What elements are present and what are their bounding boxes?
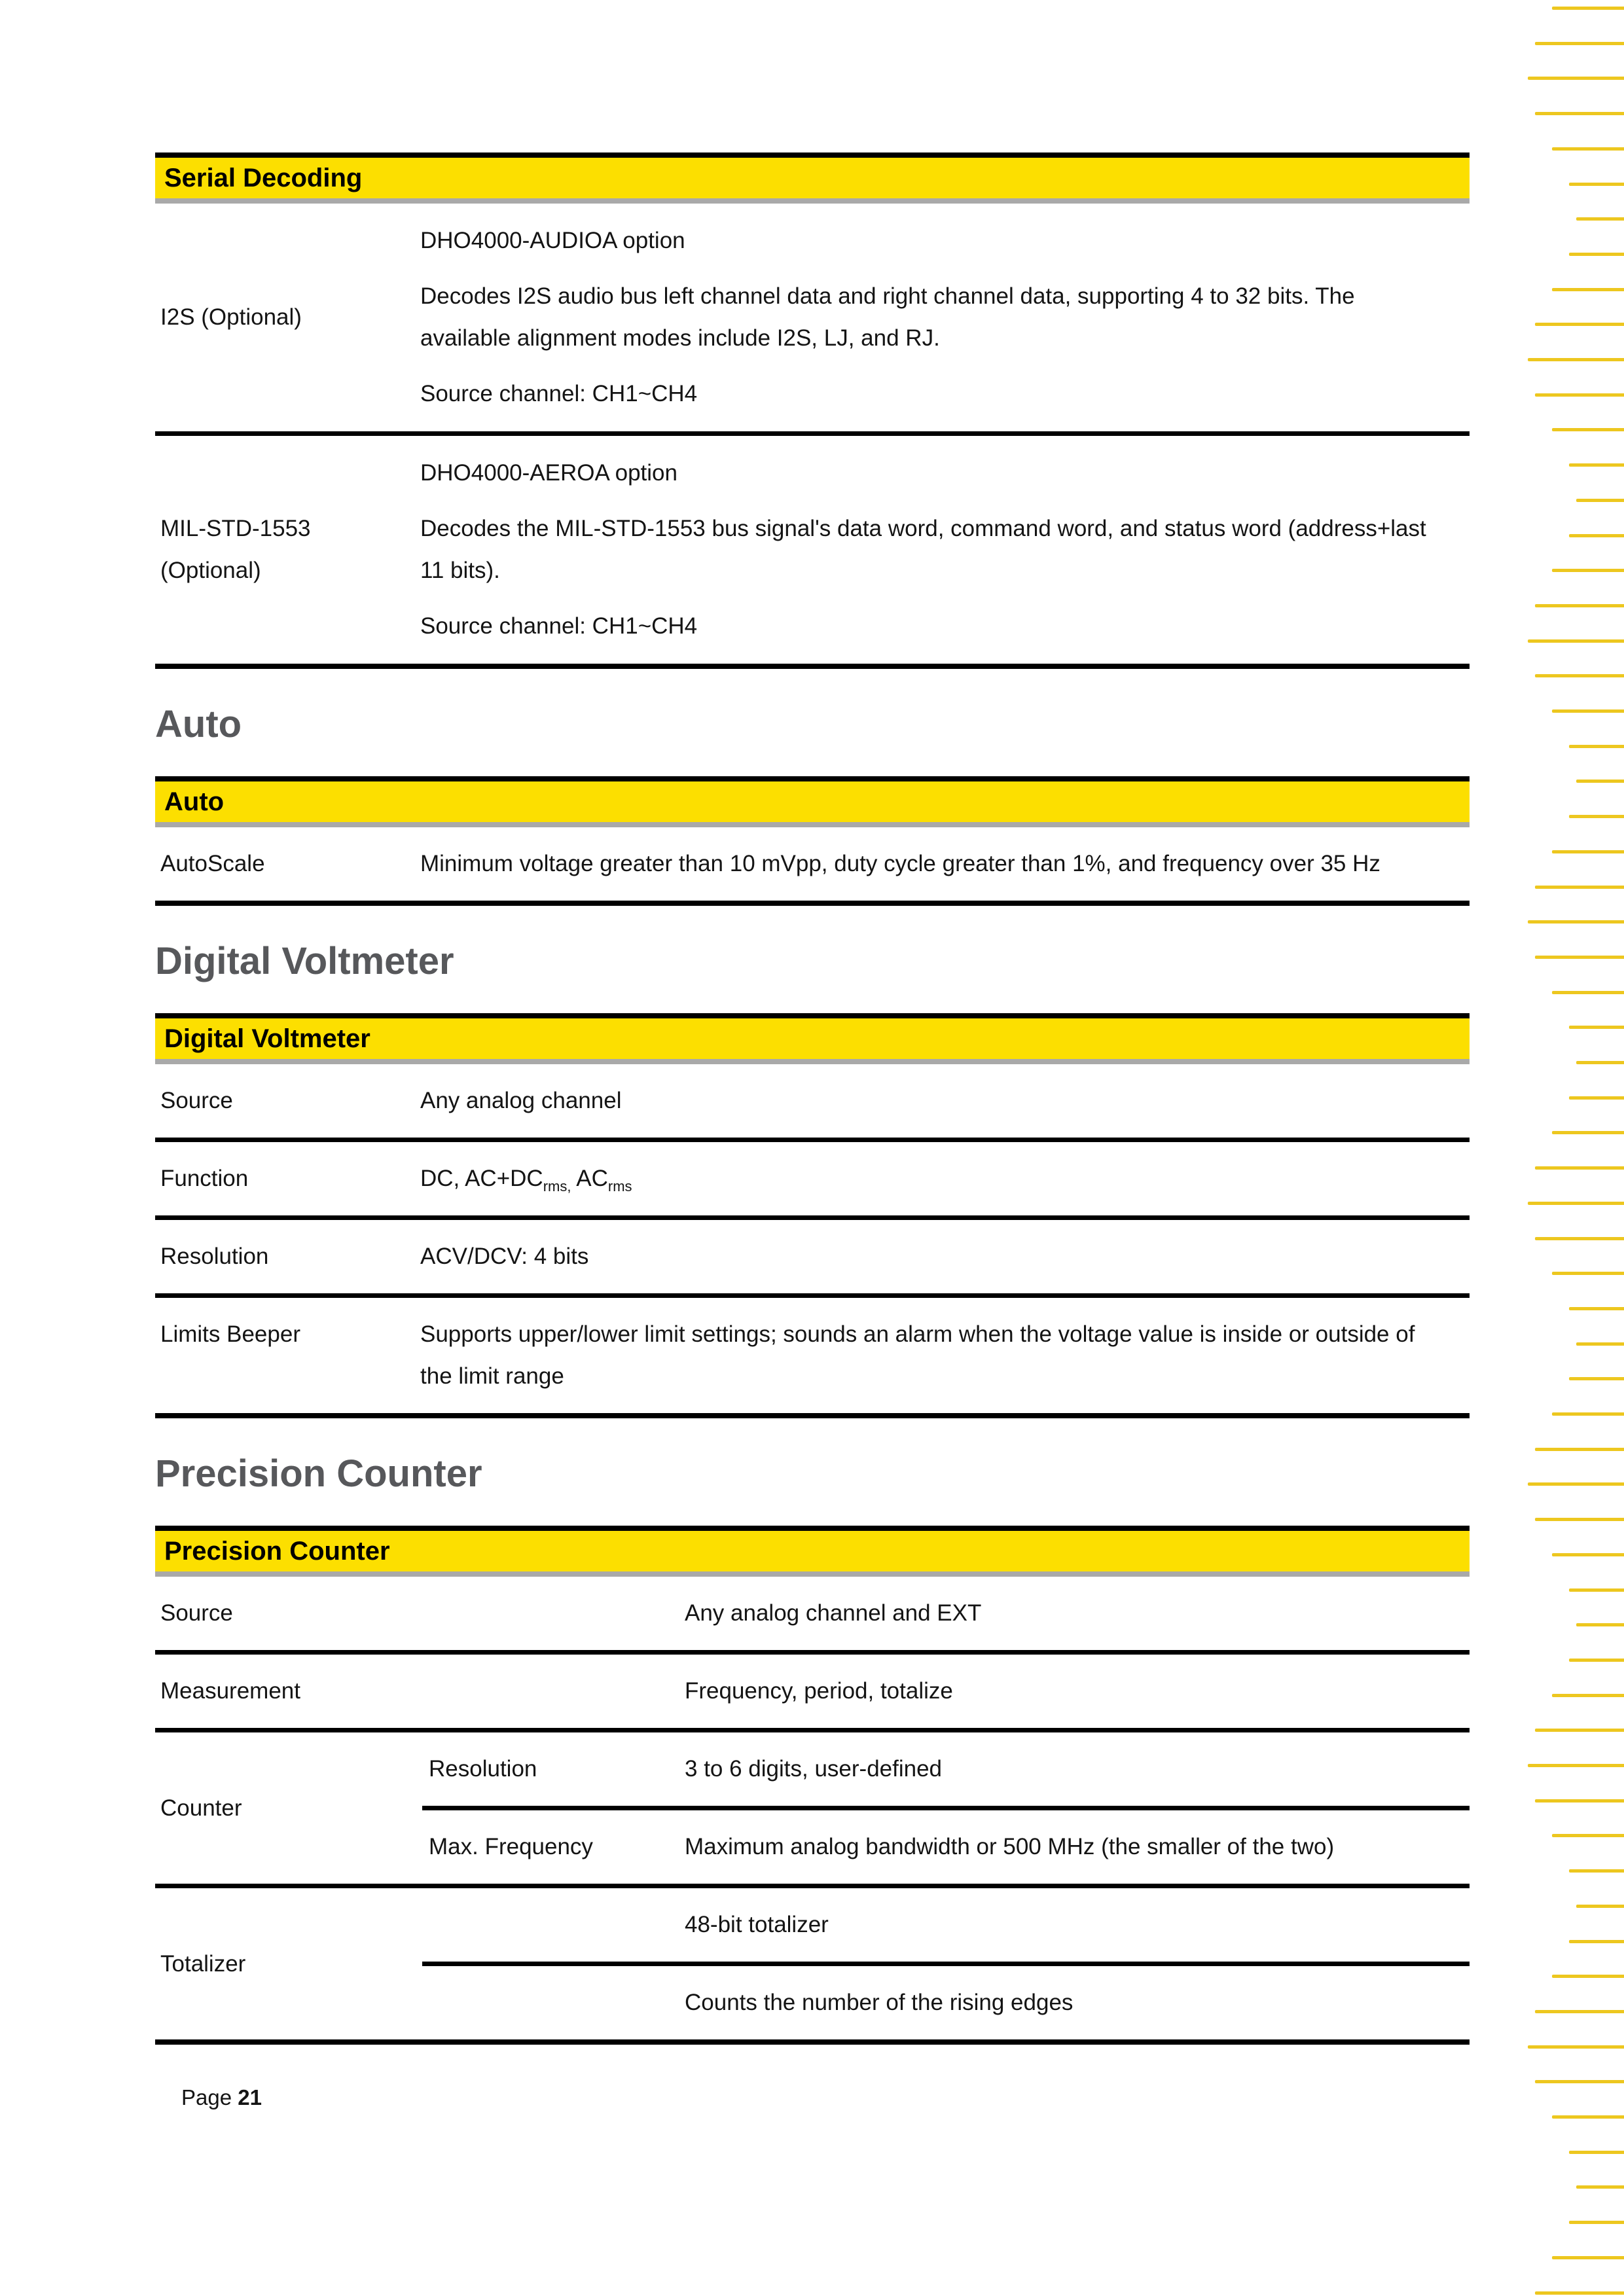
row-label	[155, 1577, 685, 1650]
decor-dash	[1535, 1166, 1624, 1170]
decor-dash	[1535, 956, 1624, 959]
sub-row-label	[422, 1732, 685, 1806]
table-row-mil-std-1553	[155, 431, 1470, 664]
decor-dash	[1569, 1940, 1624, 1943]
decor-dash	[1569, 1659, 1624, 1662]
decor-dash	[1535, 393, 1624, 397]
paragraph: Decodes I2S audio bus left channel data and right channel data, supporting 4 to 32 bits. The available alignment modes include I2S, LJ, and RJ.	[420, 283, 1355, 351]
decor-dash	[1552, 2256, 1624, 2259]
table-auto	[155, 776, 1470, 906]
decor-dash	[1552, 7, 1624, 10]
table-title: Precision Counter	[164, 1536, 390, 1566]
row-label	[155, 1655, 685, 1728]
sub-row-label-text: Resolution	[429, 1756, 537, 1782]
sub-row-value	[685, 1810, 1470, 1884]
row-label-text: Counter	[160, 1795, 242, 1821]
decor-dash	[1552, 1694, 1624, 1697]
paragraph: DHO4000-AUDIOA option	[420, 228, 685, 253]
row-label	[155, 1732, 422, 1884]
table-row-totalizer	[155, 1884, 1470, 2039]
decor-dash	[1552, 147, 1624, 151]
paragraph: 3 to 6 digits, user-defined	[685, 1756, 943, 1782]
subscript-rms: rms,	[543, 1178, 571, 1194]
decor-dash	[1535, 1448, 1624, 1451]
table-title: Auto	[164, 787, 225, 816]
decor-dash	[1535, 886, 1624, 889]
row-value	[685, 1577, 1470, 1650]
decor-dash	[1552, 1975, 1624, 1978]
row-label-text: Resolution	[160, 1244, 269, 1269]
row-value	[420, 204, 1441, 431]
decor-dash	[1535, 42, 1624, 45]
decor-dash	[1569, 253, 1624, 256]
decor-dash	[1535, 1799, 1624, 1803]
decor-dash	[1535, 1237, 1624, 1240]
table-row-source	[155, 1064, 1470, 1138]
sub-row-label	[422, 1810, 685, 1884]
section-heading-digital-voltmeter: Digital Voltmeter	[155, 940, 454, 982]
decor-dash	[1576, 1342, 1624, 1346]
decor-dash	[1576, 1061, 1624, 1064]
page-footer	[181, 2085, 1470, 2110]
decor-dash	[1552, 1834, 1624, 1837]
decor-dash	[1576, 217, 1624, 221]
decor-dash	[1569, 1307, 1624, 1310]
decor-dash	[1569, 534, 1624, 537]
decor-dash	[1569, 815, 1624, 818]
paragraph: Any analog channel	[420, 1088, 622, 1113]
decor-dash	[1576, 2185, 1624, 2189]
paragraph: Decodes the MIL-STD-1553 bus signal's data word, command word, and status word (address+last 11 bits).	[420, 516, 1426, 583]
decor-dash	[1535, 2010, 1624, 2013]
row-label	[155, 827, 420, 901]
table-row-i2s	[155, 204, 1470, 431]
paragraph: Supports upper/lower limit settings; sounds an alarm when the voltage value is inside or outside of the limit range	[420, 1321, 1415, 1389]
decor-dash	[1535, 2291, 1624, 2295]
decor-dash	[1569, 1588, 1624, 1592]
sub-row-label	[422, 1966, 685, 2039]
row-label-text: Measurement	[160, 1678, 300, 1704]
table-serial-decoding	[155, 152, 1470, 669]
page-content	[155, 0, 1470, 2110]
decor-dash	[1552, 1131, 1624, 1134]
table-title: Digital Voltmeter	[164, 1024, 370, 1053]
subscript-rms: rms	[607, 1178, 632, 1194]
row-label-text: I2S (Optional)	[160, 304, 302, 330]
totalizer-sub-rows	[422, 1888, 1470, 2039]
sub-row-value	[685, 1732, 1470, 1806]
sub-row-totalizer-bits	[422, 1888, 1470, 1962]
sub-row-totalizer-count	[422, 1962, 1470, 2039]
table-header-digital-voltmeter	[155, 1018, 1470, 1059]
row-value	[420, 436, 1441, 664]
row-label-text: AutoScale	[160, 851, 265, 876]
table-row-pc-source	[155, 1577, 1470, 1650]
decor-dash	[1528, 920, 1624, 924]
row-label-text: Limits Beeper	[160, 1321, 300, 1347]
sub-row-value	[685, 1888, 1470, 1962]
row-label	[155, 1220, 420, 1293]
paragraph: Minimum voltage greater than 10 mVpp, duty cycle greater than 1%, and frequency over 35 Hz	[420, 851, 1380, 876]
decor-dash	[1535, 112, 1624, 115]
header-shadow-strip	[155, 822, 1470, 827]
row-label	[155, 204, 420, 431]
function-text: DC, AC+DC	[420, 1166, 543, 1191]
table-row-function	[155, 1138, 1470, 1215]
row-label-text: Function	[160, 1166, 249, 1191]
footer-label: Page	[181, 2085, 238, 2109]
header-shadow-strip	[155, 198, 1470, 204]
table-row-pc-measurement	[155, 1650, 1470, 1728]
decor-dash	[1528, 2045, 1624, 2049]
decor-dash	[1576, 1623, 1624, 1626]
sub-row-label-text: Max. Frequency	[429, 1834, 593, 1859]
row-label-text: Totalizer	[160, 1950, 246, 1977]
decor-dash	[1535, 1729, 1624, 1732]
table-title: Serial Decoding	[164, 163, 363, 192]
decor-dash	[1552, 1272, 1624, 1275]
paragraph: Source channel: CH1~CH4	[420, 613, 698, 639]
row-label	[155, 1064, 420, 1138]
row-value	[420, 827, 1441, 901]
paragraph: Source channel: CH1~CH4	[420, 381, 698, 406]
paragraph: Frequency, period, totalize	[685, 1678, 953, 1704]
decor-dash	[1528, 639, 1624, 643]
decor-dash	[1576, 1905, 1624, 1908]
table-row-autoscale	[155, 827, 1470, 901]
row-value	[685, 1655, 1470, 1728]
decor-dash	[1569, 2151, 1624, 2154]
decor-dash	[1535, 2080, 1624, 2083]
decor-dash	[1528, 1482, 1624, 1486]
page-number: 21	[238, 2085, 262, 2109]
function-text: AC	[571, 1166, 608, 1191]
decor-dash	[1535, 323, 1624, 326]
decor-dash	[1535, 1518, 1624, 1521]
table-row-resolution	[155, 1215, 1470, 1293]
paragraph: Maximum analog bandwidth or 500 MHz (the smaller of the two)	[685, 1834, 1335, 1859]
decor-dash	[1569, 463, 1624, 467]
decor-dash	[1569, 1377, 1624, 1380]
table-row-limits-beeper	[155, 1293, 1470, 1413]
row-value	[420, 1298, 1441, 1413]
sub-row-max-frequency	[422, 1806, 1470, 1884]
paragraph: DHO4000-AEROA option	[420, 460, 677, 486]
row-label-text: MIL-STD-1553 (Optional)	[160, 516, 311, 583]
row-value	[420, 1142, 1441, 1215]
decor-dash	[1569, 1869, 1624, 1873]
decor-dash	[1552, 428, 1624, 431]
decor-dash	[1552, 1412, 1624, 1416]
decor-dash	[1528, 358, 1624, 361]
decor-dash	[1569, 183, 1624, 186]
decor-dash	[1552, 991, 1624, 994]
decor-dash	[1552, 709, 1624, 713]
decor-dash	[1569, 1096, 1624, 1100]
table-header-auto	[155, 781, 1470, 822]
header-shadow-strip	[155, 1571, 1470, 1577]
decor-dash	[1569, 1026, 1624, 1029]
paragraph: ACV/DCV: 4 bits	[420, 1244, 589, 1269]
decor-dash	[1552, 850, 1624, 853]
paragraph: 48-bit totalizer	[685, 1912, 829, 1937]
sub-row-value	[685, 1966, 1470, 2039]
table-precision-counter	[155, 1526, 1470, 2045]
decor-dash	[1528, 77, 1624, 80]
table-row-counter	[155, 1728, 1470, 1884]
decor-dash	[1576, 499, 1624, 502]
decor-dash	[1552, 2115, 1624, 2119]
row-value	[420, 1064, 1441, 1138]
table-header-precision-counter	[155, 1531, 1470, 1571]
paragraph: Any analog channel and EXT	[685, 1600, 982, 1626]
row-label-text: Source	[160, 1088, 233, 1113]
decor-dash	[1528, 1202, 1624, 1205]
counter-sub-rows	[422, 1732, 1470, 1884]
decor-dash	[1569, 745, 1624, 748]
header-shadow-strip	[155, 1059, 1470, 1064]
row-label	[155, 436, 420, 664]
sub-row-resolution	[422, 1732, 1470, 1806]
decor-dash	[1528, 1764, 1624, 1767]
row-label	[155, 1888, 422, 2039]
decor-dash	[1576, 780, 1624, 783]
paragraph	[420, 1158, 1435, 1200]
decor-dash	[1552, 288, 1624, 291]
sub-row-label	[422, 1888, 685, 1962]
row-label-text: Source	[160, 1600, 233, 1626]
row-value	[420, 1220, 1441, 1293]
decor-dash	[1552, 1553, 1624, 1556]
row-label	[155, 1142, 420, 1215]
decor-dash	[1535, 674, 1624, 677]
section-heading-precision-counter: Precision Counter	[155, 1452, 482, 1495]
decor-dash	[1535, 604, 1624, 607]
paragraph: Counts the number of the rising edges	[685, 1990, 1074, 2015]
table-header-serial-decoding	[155, 158, 1470, 198]
row-label	[155, 1298, 420, 1413]
decor-dash	[1552, 569, 1624, 572]
decor-dash	[1569, 2221, 1624, 2224]
section-heading-auto: Auto	[155, 703, 242, 745]
table-digital-voltmeter	[155, 1013, 1470, 1418]
